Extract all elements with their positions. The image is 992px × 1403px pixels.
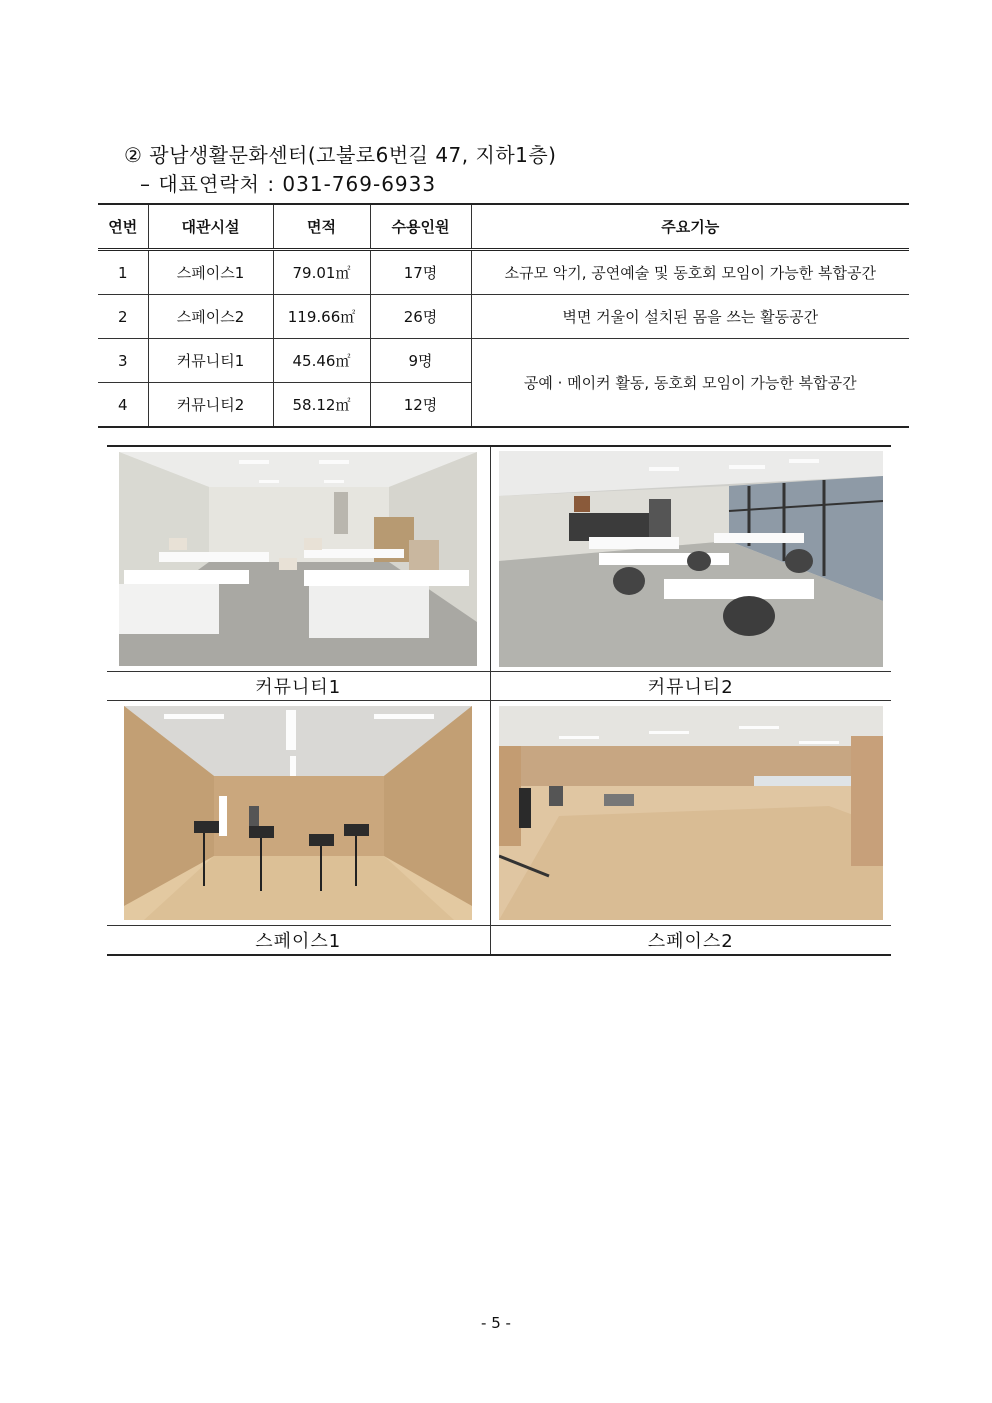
cell-capacity: 12명 (370, 383, 471, 428)
photo-caption: 스페이스1 (107, 926, 490, 956)
table-row (98, 295, 909, 339)
community2-photo (499, 451, 883, 667)
cell-no: 2 (98, 295, 148, 339)
cell-area: 79.01㎡ (273, 250, 370, 295)
cell-area: 119.66㎡ (273, 295, 370, 339)
contact-line: – 대표연락처 : 031-769-6933 (140, 172, 437, 196)
page-number: - 5 - (481, 1314, 511, 1332)
cell-function: 공예 · 메이커 활동, 동호회 모임이 가능한 복합공간 (471, 339, 909, 428)
space2-photo (499, 706, 883, 920)
cell-no: 1 (98, 250, 148, 295)
community1-photo (119, 452, 477, 666)
photo-caption: 커뮤니티1 (107, 672, 490, 701)
photo-caption: 커뮤니티2 (490, 672, 891, 701)
cell-facility: 커뮤니티2 (148, 383, 273, 428)
photo-caption: 스페이스2 (490, 926, 891, 956)
cell-no: 3 (98, 339, 148, 383)
cell-function: 소규모 악기, 공연예술 및 동호회 모임이 가능한 복합공간 (471, 250, 909, 295)
cell-facility: 커뮤니티1 (148, 339, 273, 383)
header-function: 주요기능 (471, 204, 909, 250)
header-capacity: 수용인원 (370, 204, 471, 250)
cell-capacity: 17명 (370, 250, 471, 295)
cell-facility: 스페이스2 (148, 295, 273, 339)
cell-no: 4 (98, 383, 148, 428)
header-no: 연번 (98, 204, 148, 250)
cell-function: 벽면 거울이 설치된 몸을 쓰는 활동공간 (471, 295, 909, 339)
cell-capacity: 26명 (370, 295, 471, 339)
photo-grid (107, 445, 891, 956)
table-header-row (98, 204, 909, 250)
cell-area: 45.46㎡ (273, 339, 370, 383)
cell-capacity: 9명 (370, 339, 471, 383)
cell-facility: 스페이스1 (148, 250, 273, 295)
facility-heading: ② 광남생활문화센터(고불로6번길 47, 지하1층) (124, 143, 557, 167)
header-area: 면적 (273, 204, 370, 250)
facility-table (98, 203, 909, 428)
space1-photo (124, 706, 472, 920)
table-row (98, 250, 909, 295)
cell-area: 58.12㎡ (273, 383, 370, 428)
table-row (98, 339, 909, 383)
header-facility: 대관시설 (148, 204, 273, 250)
